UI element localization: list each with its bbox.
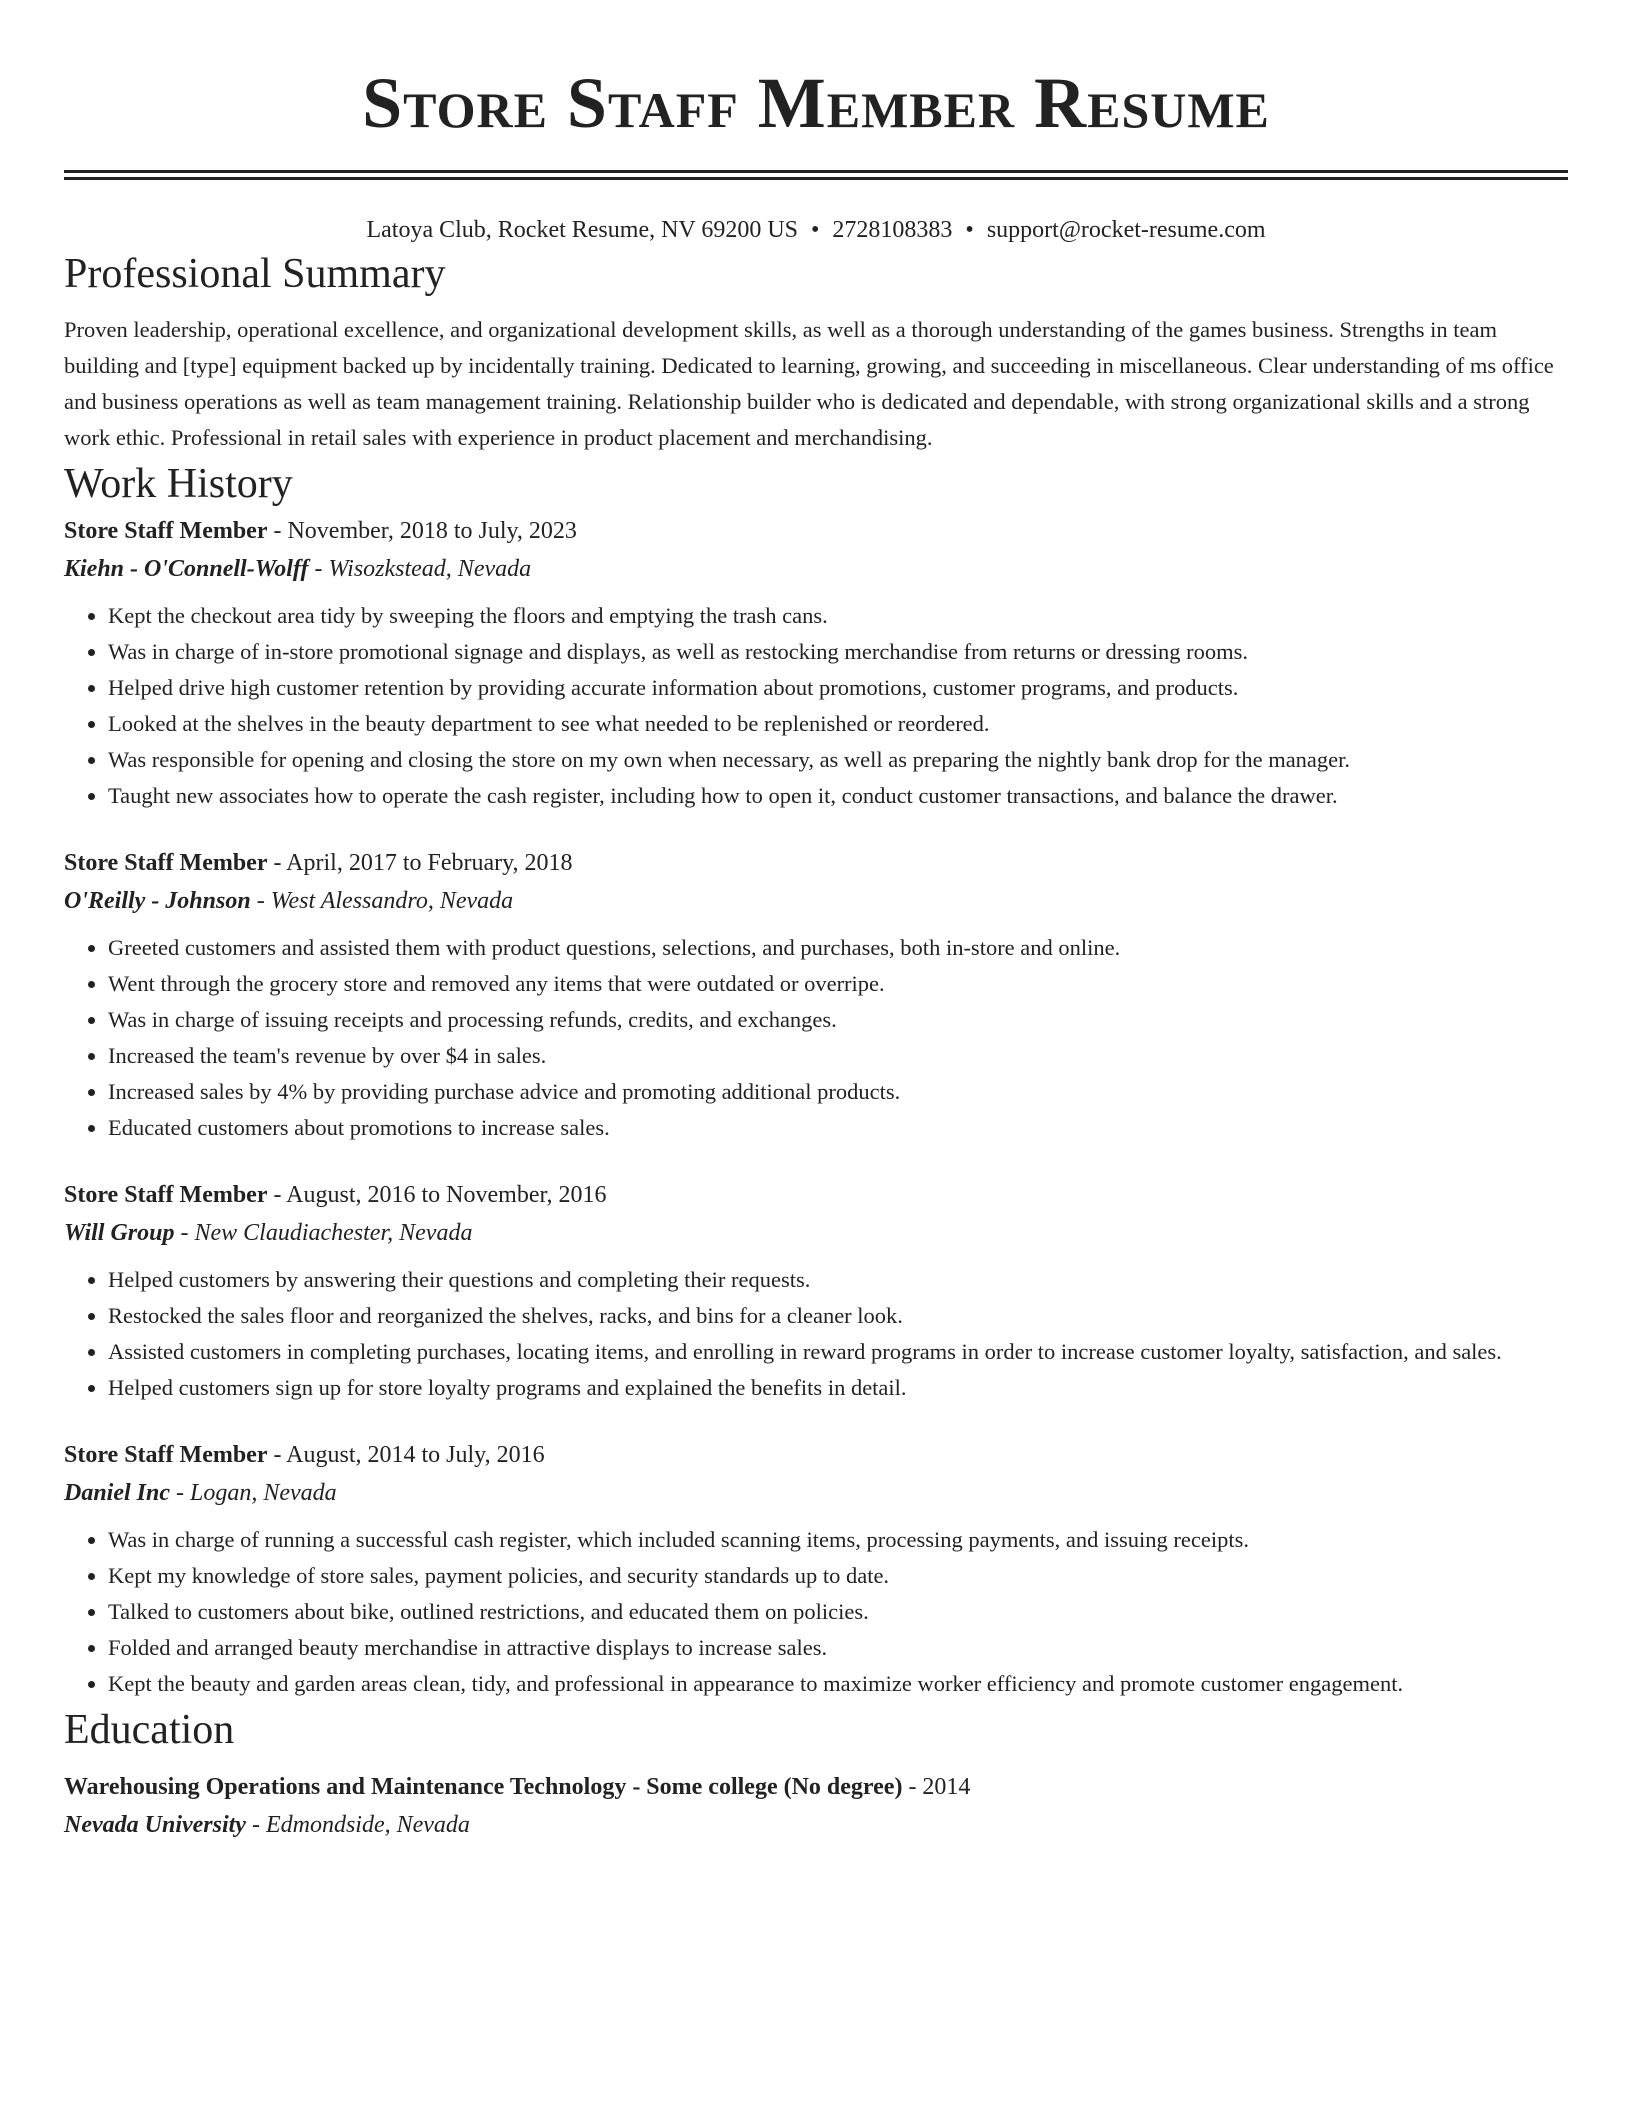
- duty-item: • Talked to customers about bike, outlined restrictions, and educated them on policies.: [108, 1594, 1568, 1630]
- duty-item: • Helped customers sign up for store loyalty programs and explained the benefits in detail.: [108, 1370, 1568, 1406]
- duty-item: • Educated customers about promotions to increase sales.: [108, 1110, 1568, 1146]
- job-entry: [64, 1176, 1568, 1406]
- company-line: [64, 1214, 1568, 1252]
- company-line: [64, 1474, 1568, 1512]
- duty-item: • Increased sales by 4% by providing purchase advice and promoting additional products.: [108, 1074, 1568, 1110]
- job-spacer: [64, 1146, 1568, 1176]
- duty-item: • Kept the checkout area tidy by sweeping the floors and emptying the trash cans.: [108, 598, 1568, 634]
- title-double-rule: [64, 170, 1568, 180]
- job-entry: [64, 844, 1568, 1146]
- duty-item: • Looked at the shelves in the beauty department to see what needed to be replenished or reordered.: [108, 706, 1568, 742]
- contact-line: [64, 214, 1568, 246]
- duty-item: • Kept my knowledge of store sales, payment policies, and security standards up to date.: [108, 1558, 1568, 1594]
- duty-item: • Helped customers by answering their questions and completing their requests.: [108, 1262, 1568, 1298]
- duty-item: • Kept the beauty and garden areas clean, tidy, and professional in appearance to maximize worker efficiency and promote customer engagement.: [108, 1666, 1568, 1702]
- company-name: Will Group: [64, 1220, 175, 1246]
- contact-phone: 2728108383: [832, 217, 953, 243]
- company-name: Daniel Inc: [64, 1480, 171, 1506]
- job-title-line: [64, 1176, 1568, 1214]
- job-spacer: [64, 1406, 1568, 1436]
- duty-item: • Taught new associates how to operate the cash register, including how to open it, conduct customer transactions, and balance the drawer.: [108, 778, 1568, 814]
- job-entry: [64, 512, 1568, 814]
- duty-item: • Greeted customers and assisted them with product questions, selections, and purchases, both in-store and online.: [108, 930, 1568, 966]
- education-school: Nevada University: [64, 1812, 246, 1838]
- education-degree-line: [64, 1768, 1568, 1806]
- job-title-line: [64, 512, 1568, 550]
- contact-separator: •: [965, 217, 974, 243]
- job-title: Store Staff Member: [64, 518, 268, 544]
- duties-list: [64, 930, 1568, 1146]
- job-title-line: [64, 1436, 1568, 1474]
- summary-text: Proven leadership, operational excellence, and organizational development skills, as well as a thorough understanding of the games business. Strengths in team building and [type] equipment backed up by incidentally training. Dedicated to learning, growing, and succeeding in miscellaneous. Clear understanding of ms office and business operations as well as team management training. Relationship builder who is dedicated and dependable, with strong organizational skills and a strong work ethic. Professional in retail sales with experience in product placement and merchandising.: [64, 317, 1554, 450]
- duties-list: [64, 598, 1568, 814]
- duty-item: • Helped drive high customer retention by providing accurate information about promotions, customer programs, and products.: [108, 670, 1568, 706]
- job-dates: - November, 2018 to July, 2023: [267, 518, 577, 544]
- company-location: - Wisozkstead, Nevada: [308, 556, 532, 582]
- company-location: - Logan, Nevada: [170, 1480, 337, 1506]
- company-name: O'Reilly - Johnson: [64, 888, 251, 914]
- duty-item: • Went through the grocery store and removed any items that were outdated or overripe.: [108, 966, 1568, 1002]
- duty-item: • Was responsible for opening and closing the store on my own when necessary, as well as preparing the nightly bank drop for the manager.: [108, 742, 1568, 778]
- education-school-line: [64, 1806, 1568, 1844]
- contact-address: Latoya Club, Rocket Resume, NV 69200 US: [366, 217, 799, 243]
- company-line: [64, 882, 1568, 920]
- education-degree: Warehousing Operations and Maintenance Technology - Some college (No degree): [64, 1774, 903, 1800]
- job-dates: - August, 2014 to July, 2016: [267, 1442, 545, 1468]
- duty-item: • Restocked the sales floor and reorganized the shelves, racks, and bins for a cleaner look.: [108, 1298, 1568, 1334]
- duty-item: • Assisted customers in completing purchases, locating items, and enrolling in reward programs in order to increase customer loyalty, satisfaction, and sales.: [108, 1334, 1568, 1370]
- duties-list: [64, 1522, 1568, 1702]
- job-dates: - August, 2016 to November, 2016: [267, 1182, 607, 1208]
- company-location: - West Alessandro, Nevada: [250, 888, 514, 914]
- work-history-heading: Work History: [64, 461, 293, 507]
- job-title: Store Staff Member: [64, 1442, 268, 1468]
- job-entry: [64, 1436, 1568, 1702]
- duties-list: [64, 1262, 1568, 1406]
- company-location: - New Claudiachester, Nevada: [174, 1220, 473, 1246]
- contact-email[interactable]: support@rocket-resume.com: [986, 217, 1266, 243]
- contact-separator: •: [811, 217, 820, 243]
- duty-item: • Increased the team's revenue by over $4 in sales.: [108, 1038, 1568, 1074]
- job-title: Store Staff Member: [64, 850, 268, 876]
- duty-item: • Was in charge of in-store promotional signage and displays, as well as restocking merchandise from returns or dressing rooms.: [108, 634, 1568, 670]
- duty-item: • Was in charge of issuing receipts and processing refunds, credits, and exchanges.: [108, 1002, 1568, 1038]
- job-spacer: [64, 814, 1568, 844]
- resume-title: Store Staff Member Resume: [362, 63, 1270, 143]
- duty-item: • Was in charge of running a successful cash register, which included scanning items, processing payments, and issuing receipts.: [108, 1522, 1568, 1558]
- company-name: Kiehn - O'Connell-Wolff: [64, 556, 309, 582]
- duty-item: • Folded and arranged beauty merchandise in attractive displays to increase sales.: [108, 1630, 1568, 1666]
- job-title: Store Staff Member: [64, 1182, 268, 1208]
- education-year: - 2014: [902, 1774, 971, 1800]
- job-title-line: [64, 844, 1568, 882]
- company-line: [64, 550, 1568, 588]
- summary-heading: Professional Summary: [64, 251, 446, 297]
- education-location: - Edmondside, Nevada: [245, 1812, 470, 1838]
- job-dates: - April, 2017 to February, 2018: [267, 850, 573, 876]
- education-heading: Education: [64, 1707, 235, 1753]
